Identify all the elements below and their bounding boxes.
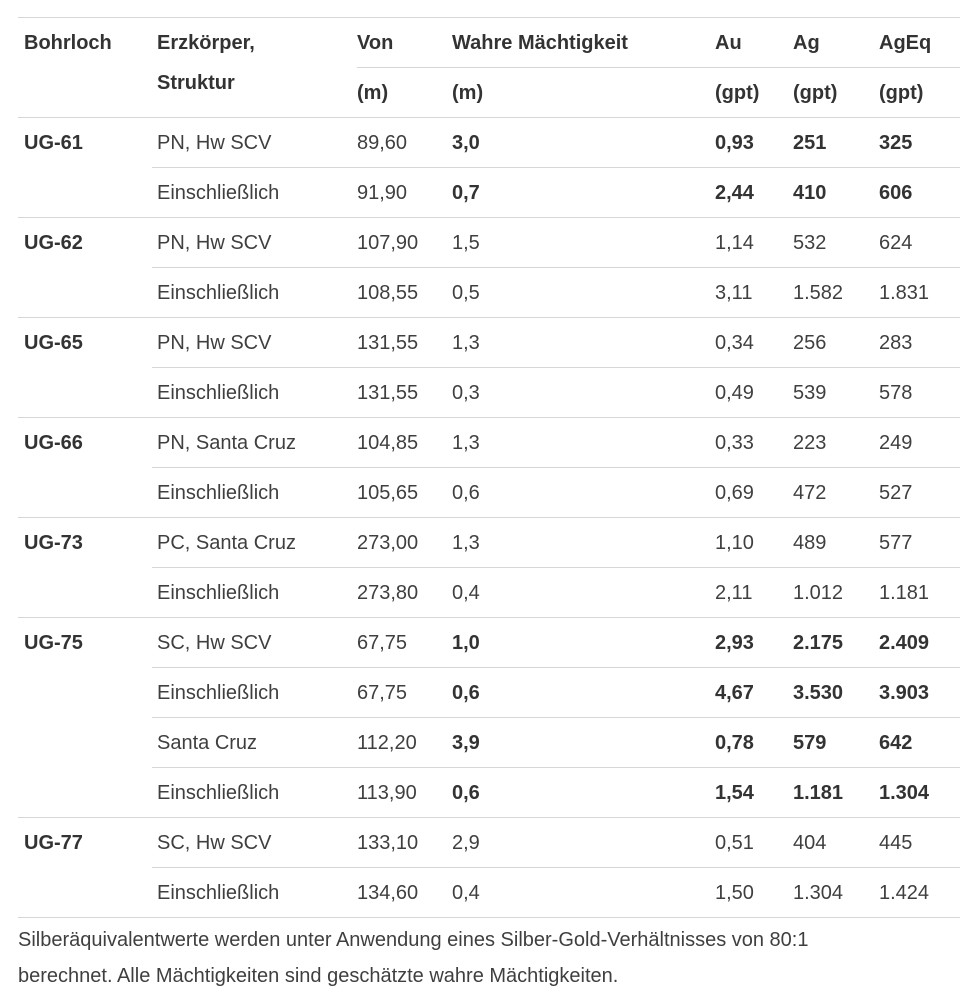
cell-ag: 539: [793, 382, 827, 404]
header-ag: Ag: [793, 32, 820, 54]
cell-au: 2,44: [715, 182, 754, 204]
cell-ageq: 527: [879, 482, 913, 504]
cell-von: 67,75: [357, 682, 408, 704]
cell-von: 67,75: [357, 632, 408, 654]
cell-au: 0,51: [715, 832, 754, 854]
cell-bohrloch: UG-61: [24, 132, 83, 154]
header-struktur: Struktur: [157, 72, 235, 94]
cell-von: 104,85: [357, 432, 419, 454]
cell-ageq: 1.181: [879, 582, 930, 604]
table-top-border: [18, 17, 960, 18]
cell-ag: 223: [793, 432, 827, 454]
cell-au: 0,69: [715, 482, 754, 504]
cell-wahre-maechtigkeit: 0,3: [452, 382, 480, 404]
header-ag-unit: (gpt): [793, 82, 838, 104]
header-erzkoerper: Erzkörper,: [157, 32, 255, 54]
cell-ag: 1.181: [793, 782, 844, 804]
cell-struktur: Einschließlich: [157, 482, 280, 504]
cell-von: 133,10: [357, 832, 419, 854]
row-divider: [152, 717, 960, 718]
cell-struktur: Santa Cruz: [157, 732, 258, 754]
row-divider: [152, 367, 960, 368]
cell-struktur: Einschließlich: [157, 282, 280, 304]
cell-ag: 489: [793, 532, 827, 554]
cell-bohrloch: UG-65: [24, 332, 83, 354]
cell-von: 108,55: [357, 282, 419, 304]
cell-struktur: Einschließlich: [157, 782, 280, 804]
cell-wahre-maechtigkeit: 0,4: [452, 882, 480, 904]
cell-wahre-maechtigkeit: 3,9: [452, 732, 480, 754]
row-divider: [152, 867, 960, 868]
cell-von: 134,60: [357, 882, 419, 904]
cell-von: 89,60: [357, 132, 408, 154]
row-divider: [152, 467, 960, 468]
cell-au: 0,93: [715, 132, 754, 154]
row-divider: [18, 617, 960, 618]
cell-ageq: 445: [879, 832, 913, 854]
cell-bohrloch: UG-77: [24, 832, 83, 854]
cell-au: 0,33: [715, 432, 754, 454]
cell-struktur: Einschließlich: [157, 382, 280, 404]
footnote-line-2: berechnet. Alle Mächtigkeiten sind geschätzte wahre Mächtigkeiten.: [18, 965, 619, 987]
row-divider: [152, 167, 960, 168]
header-au-unit: (gpt): [715, 82, 760, 104]
cell-au: 1,54: [715, 782, 754, 804]
cell-au: 1,14: [715, 232, 754, 254]
cell-wahre-maechtigkeit: 0,5: [452, 282, 480, 304]
cell-ag: 472: [793, 482, 827, 504]
row-divider: [18, 417, 960, 418]
cell-wahre-maechtigkeit: 1,3: [452, 332, 480, 354]
cell-bohrloch: UG-62: [24, 232, 83, 254]
cell-ageq: 3.903: [879, 682, 930, 704]
header-von: Von: [357, 32, 394, 54]
row-divider: [18, 517, 960, 518]
cell-ageq: 283: [879, 332, 913, 354]
cell-ageq: 2.409: [879, 632, 930, 654]
header-wm-unit: (m): [452, 82, 484, 104]
cell-von: 113,90: [357, 782, 417, 804]
header-von-unit: (m): [357, 82, 389, 104]
cell-wahre-maechtigkeit: 0,6: [452, 782, 480, 804]
cell-ag: 256: [793, 332, 827, 354]
cell-struktur: Einschließlich: [157, 582, 280, 604]
row-divider: [152, 767, 960, 768]
cell-au: 1,10: [715, 532, 754, 554]
header-au: Au: [715, 32, 742, 54]
cell-ag: 251: [793, 132, 827, 154]
cell-bohrloch: UG-75: [24, 632, 83, 654]
cell-von: 273,80: [357, 582, 419, 604]
cell-struktur: PN, Santa Cruz: [157, 432, 296, 454]
cell-von: 105,65: [357, 482, 419, 504]
row-divider: [18, 917, 960, 918]
row-divider: [152, 267, 960, 268]
cell-wahre-maechtigkeit: 2,9: [452, 832, 480, 854]
cell-au: 0,78: [715, 732, 754, 754]
cell-ageq: 642: [879, 732, 913, 754]
header-bottom-border: [18, 117, 960, 118]
row-divider: [152, 667, 960, 668]
cell-ag: 410: [793, 182, 827, 204]
cell-au: 1,50: [715, 882, 754, 904]
cell-struktur: PN, Hw SCV: [157, 332, 272, 354]
cell-wahre-maechtigkeit: 0,6: [452, 482, 480, 504]
cell-ag: 1.012: [793, 582, 844, 604]
cell-wahre-maechtigkeit: 0,7: [452, 182, 480, 204]
cell-ageq: 1.424: [879, 882, 930, 904]
cell-au: 4,67: [715, 682, 754, 704]
cell-ageq: 624: [879, 232, 913, 254]
cell-struktur: Einschließlich: [157, 682, 280, 704]
cell-struktur: SC, Hw SCV: [157, 632, 272, 654]
cell-ageq: 578: [879, 382, 913, 404]
header-bohrloch: Bohrloch: [24, 32, 112, 54]
cell-ageq: 1.304: [879, 782, 930, 804]
cell-ag: 579: [793, 732, 827, 754]
cell-wahre-maechtigkeit: 1,3: [452, 532, 480, 554]
cell-ag: 2.175: [793, 632, 844, 654]
cell-bohrloch: UG-73: [24, 532, 83, 554]
cell-von: 107,90: [357, 232, 419, 254]
cell-struktur: SC, Hw SCV: [157, 832, 272, 854]
cell-wahre-maechtigkeit: 1,0: [452, 632, 480, 654]
header-wahre-maechtigkeit: Wahre Mächtigkeit: [452, 32, 628, 54]
header-sub-divider: [357, 67, 960, 68]
header-ageq: AgEq: [879, 32, 932, 54]
cell-von: 112,20: [357, 732, 417, 754]
cell-struktur: Einschließlich: [157, 882, 280, 904]
cell-von: 273,00: [357, 532, 419, 554]
row-divider: [18, 217, 960, 218]
cell-bohrloch: UG-66: [24, 432, 83, 454]
cell-struktur: PN, Hw SCV: [157, 232, 272, 254]
cell-von: 131,55: [357, 332, 419, 354]
cell-ageq: 606: [879, 182, 913, 204]
cell-struktur: PC, Santa Cruz: [157, 532, 296, 554]
cell-wahre-maechtigkeit: 1,3: [452, 432, 480, 454]
cell-au: 2,93: [715, 632, 754, 654]
cell-wahre-maechtigkeit: 3,0: [452, 132, 480, 154]
row-divider: [152, 567, 960, 568]
cell-von: 91,90: [357, 182, 408, 204]
cell-wahre-maechtigkeit: 0,4: [452, 582, 480, 604]
cell-struktur: Einschließlich: [157, 182, 280, 204]
cell-struktur: PN, Hw SCV: [157, 132, 272, 154]
cell-ageq: 1.831: [879, 282, 930, 304]
cell-ag: 1.304: [793, 882, 844, 904]
header-ageq-unit: (gpt): [879, 82, 924, 104]
cell-au: 3,11: [715, 282, 753, 304]
cell-au: 0,49: [715, 382, 754, 404]
cell-von: 131,55: [357, 382, 419, 404]
cell-ag: 532: [793, 232, 827, 254]
row-divider: [18, 817, 960, 818]
cell-ag: 404: [793, 832, 827, 854]
cell-au: 0,34: [715, 332, 754, 354]
cell-ageq: 577: [879, 532, 913, 554]
cell-ageq: 249: [879, 432, 913, 454]
row-divider: [18, 317, 960, 318]
cell-ag: 3.530: [793, 682, 844, 704]
cell-ag: 1.582: [793, 282, 844, 304]
cell-ageq: 325: [879, 132, 913, 154]
cell-wahre-maechtigkeit: 1,5: [452, 232, 480, 254]
cell-wahre-maechtigkeit: 0,6: [452, 682, 480, 704]
footnote-line-1: Silberäquivalentwerte werden unter Anwendung eines Silber-Gold-Verhältnisses von 80:1: [18, 929, 809, 951]
cell-au: 2,11: [715, 582, 753, 604]
